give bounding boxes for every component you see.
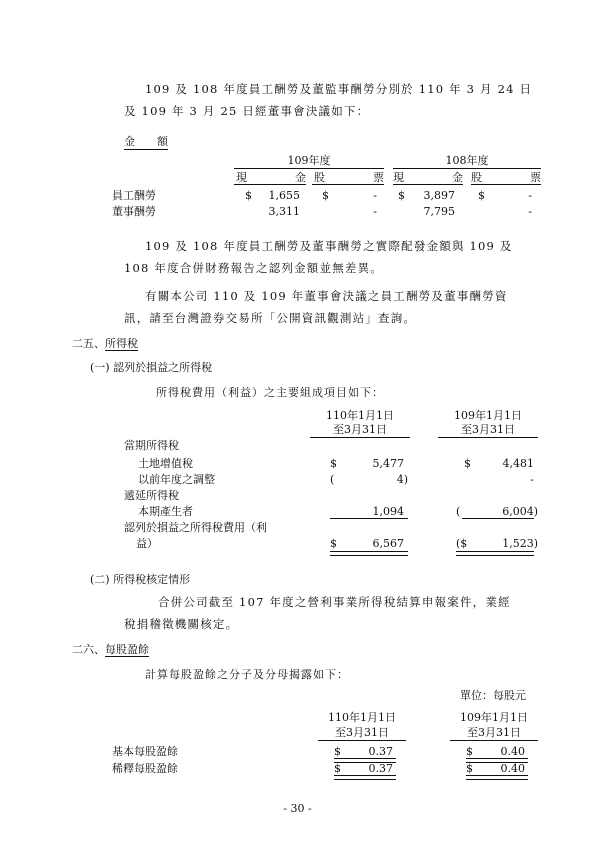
table1-rule: [471, 184, 541, 185]
table-cell: 3,897: [423, 189, 455, 202]
table1-rule: [393, 184, 463, 185]
currency-sign: $: [330, 537, 337, 550]
paren-open: (: [330, 473, 335, 486]
table-row-label: 董事酬勞: [112, 205, 156, 218]
paragraph-1-line-1: 109 及 108 年度員工酬勞及董監事酬勞分別於 110 年 3 月 24 日: [145, 82, 533, 96]
currency-sign: $: [478, 189, 485, 202]
table2-land-tax-label: 土地增值稅: [138, 457, 193, 470]
currency-sign: $: [464, 457, 471, 470]
paragraph-1-line-2: 及 109 年 3 月 25 日經董事會決議如下：: [124, 104, 370, 118]
table2-total-label: 認列於損益之所得稅費用（利: [124, 521, 267, 534]
table3-rule: [450, 740, 538, 741]
currency-sign: $: [466, 745, 473, 758]
table2-total-label: 益）: [136, 537, 158, 550]
table1-header-stock-108: 股 票: [471, 171, 541, 184]
paragraph-4-line-2: 稅捐稽徵機關核定。: [124, 617, 239, 631]
table2-col2-header: 至3月31日: [461, 423, 515, 436]
table1-rule: [312, 184, 384, 185]
currency-sign: $: [334, 745, 341, 758]
table2-double-rule: [456, 551, 534, 556]
subsection-number: (二): [90, 573, 110, 586]
table1-header-cash-109: 現 金: [236, 171, 306, 184]
paragraph-2-line-1: 109 及 108 年度員工酬勞及董事酬勞之實際配發金額與 109 及: [145, 239, 513, 253]
table-row-label: 員工酬勞: [112, 189, 156, 202]
table2-rule: [438, 437, 538, 438]
table1-header-cash-108: 現 金: [393, 171, 463, 184]
table-cell: -: [528, 205, 532, 218]
paragraph-3-line-1: 有關本公司 110 及 109 年董事會決議之員工酬勞及董事酬勞資: [145, 289, 508, 303]
table-cell: 0.40: [500, 762, 525, 775]
table2-deferred-tax-label: 遞延所得稅: [124, 489, 179, 502]
table2-col2-header: 109年1月1日: [454, 409, 522, 422]
currency-sign: $: [330, 457, 337, 470]
table-cell: 4,481: [502, 457, 534, 470]
paragraph-3-line-2: 訊，請至台灣證券交易所「公開資訊觀測站」查詢。: [124, 311, 417, 325]
table-cell: 1,655: [268, 189, 300, 202]
section-number: 二六、: [72, 643, 105, 656]
table2-period-label: 本期產生者: [138, 505, 193, 518]
currency-sign: $: [245, 189, 252, 202]
table-row-label: 稀釋每股盈餘: [112, 762, 178, 775]
currency-sign: $: [322, 189, 329, 202]
section-25-heading: [72, 338, 138, 349]
table1-rule: [234, 184, 306, 185]
table3-double-rule: [334, 775, 396, 780]
table1-rule: [393, 168, 541, 169]
paragraph-2-line-2: 108 年度合併財務報告之認列金額並無差異。: [124, 261, 384, 275]
table-cell: -: [530, 473, 534, 486]
table-cell: 1,523): [502, 537, 538, 550]
table2-col1-header: 至3月31日: [333, 423, 387, 436]
currency-sign: ($: [456, 537, 468, 550]
table2-prior-year-label: 以前年度之調整: [138, 473, 215, 486]
table3-col1-header: 至3月31日: [335, 726, 389, 739]
section-title: 所得稅: [105, 337, 138, 350]
table-cell: 4): [396, 473, 408, 486]
table-cell: 0.40: [500, 745, 525, 758]
table2-rule: [330, 518, 408, 519]
table-cell: 1,094: [372, 505, 404, 518]
table1-rule: [234, 168, 384, 169]
table2-col1-header: 110年1月1日: [326, 409, 394, 422]
section-number: 二五、: [72, 337, 105, 350]
table-cell: 5,477: [372, 457, 404, 470]
table-cell: 6,004): [502, 505, 538, 518]
table3-col1-header: 110年1月1日: [328, 711, 396, 724]
eps-intro: 計算每股盈餘之分子及分母揭露如下：: [145, 668, 349, 681]
subsection-1-heading: [90, 362, 212, 373]
table3-col2-header: 至3月31日: [467, 726, 521, 739]
subsection-title: 所得稅核定情形: [113, 573, 191, 586]
table-cell: 0.37: [368, 762, 393, 775]
table2-rule: [310, 437, 410, 438]
table2-current-tax-label: 當期所得稅: [124, 439, 179, 452]
subsection-2-heading: [90, 574, 190, 585]
page-number: - 30 -: [283, 802, 312, 815]
table3-rule: [318, 740, 406, 741]
subsection-number: (一): [90, 361, 110, 374]
table1-year-108: 108年度: [445, 154, 489, 167]
table-row-label: 基本每股盈餘: [112, 745, 178, 758]
currency-sign: $: [398, 189, 405, 202]
table-cell: 3,311: [268, 205, 300, 218]
table3-double-rule: [466, 775, 528, 780]
section-title: 每股盈餘: [105, 643, 149, 656]
section-26-heading: [72, 644, 149, 655]
income-tax-intro: 所得稅費用（利益）之主要組成項目如下：: [156, 386, 384, 399]
table-cell: -: [373, 189, 377, 202]
unit-label: 單位：每股元: [460, 689, 526, 702]
table1-header-stock-109: 股 票: [314, 171, 384, 184]
paren-open: (: [456, 505, 461, 518]
table3-col2-header: 109年1月1日: [460, 711, 528, 724]
paragraph-4-line-1: 合併公司截至 107 年度之營利事業所得稅結算申報案件，業經: [158, 595, 511, 609]
currency-sign: $: [466, 762, 473, 775]
table-cell: 6,567: [372, 537, 404, 550]
currency-sign: $: [334, 762, 341, 775]
table1-year-109: 109年度: [287, 154, 331, 167]
table-cell: -: [528, 189, 532, 202]
subsection-title: 認列於損益之所得稅: [113, 361, 213, 374]
table2-double-rule: [330, 551, 408, 556]
table-cell: 7,795: [423, 205, 455, 218]
table-cell: -: [373, 205, 377, 218]
table-cell: 0.37: [368, 745, 393, 758]
table2-rule: [462, 518, 534, 519]
amount-label: 金 額: [124, 135, 168, 148]
